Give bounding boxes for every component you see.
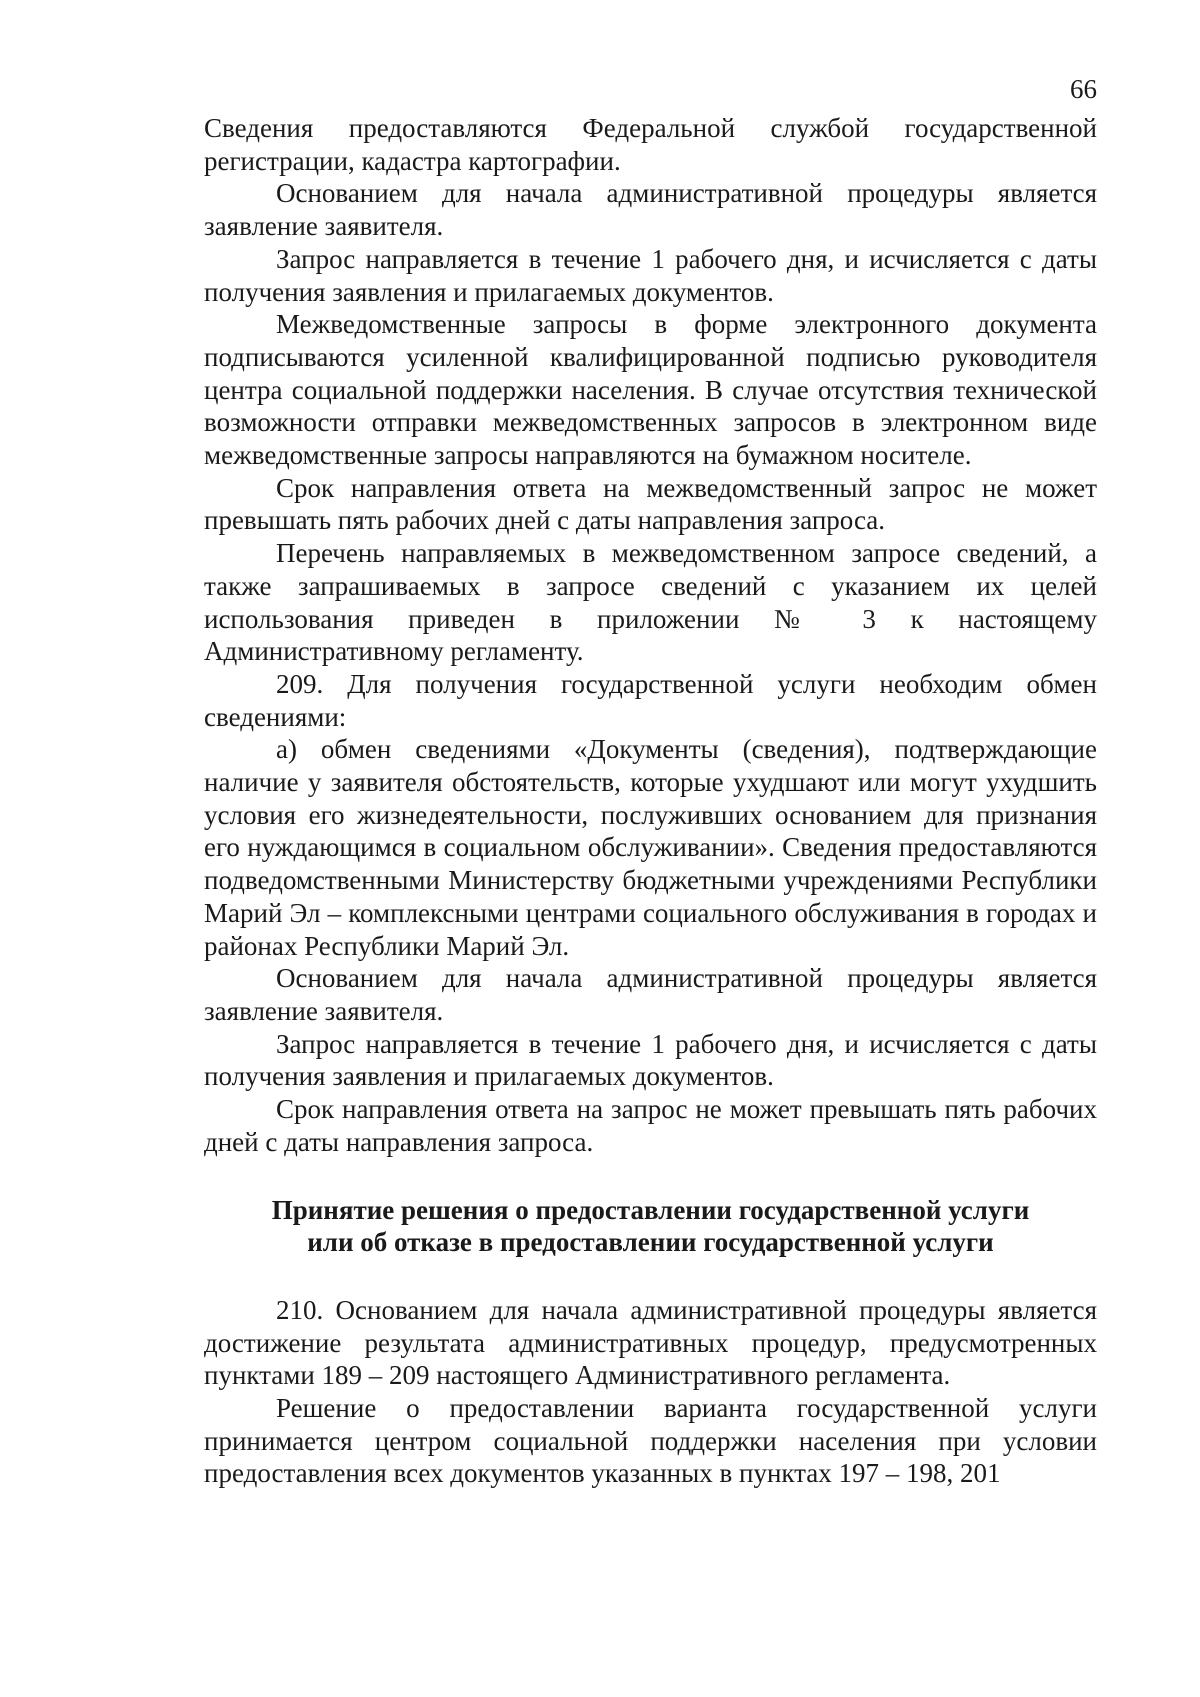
paragraph: Межведомственные запросы в форме электронного документа подписываются усиленной квалифицированной подписью руководителя центра социальной поддержки населения. В случае отсутствия технической возможности отправки межведомственных запросов в электронном виде межведомственные запросы направляются на бумажном носителе. bbox=[204, 309, 1097, 471]
paragraph: а) обмен сведениями «Документы (сведения), подтверждающие наличие у заявителя обстоятельств, которые ухудшают или могут ухудшить условия его жизнедеятельности, послуживших основанием для признания его нуждающимся в социальном обслуживании». Сведения предоставляются подведомственными Министерству бюджетными учреждениями Республики Марий Эл – комплексными центрами социального обслуживания в городах и районах Республики Марий Эл. bbox=[204, 734, 1097, 961]
section-heading-line: или об отказе в предоставлении государственной услуги bbox=[307, 1227, 994, 1258]
paragraph: 210. Основанием для начала административной процедуры является достижение результата административных процедур, предусмотренных пунктами 189 – 209 настоящего Административного регламента. bbox=[204, 1294, 1097, 1391]
paragraph: Запрос направляется в течение 1 рабочего дня, и исчисляется с даты получения заявления и прилагаемых документов. bbox=[204, 243, 1097, 307]
paragraph: Срок направления ответа на межведомственный запрос не может превышать пять рабочих дней с даты направления запроса. bbox=[204, 472, 1097, 536]
section-heading bbox=[204, 1194, 1097, 1259]
paragraph: Сведения предоставляются Федеральной службой государственной регистрации, кадастра картографии. bbox=[204, 113, 1097, 176]
paragraph: Основанием для начала административной процедуры является заявление заявителя. bbox=[204, 963, 1097, 1026]
paragraph: Решение о предоставлении варианта государственной услуги принимается центром социальной поддержки населения при условии предоставления всех документов указанных в пунктах 197 – 198, 201 bbox=[204, 1393, 1097, 1489]
paragraph: Перечень направляемых в межведомственном запросе сведений, а также запрашиваемых в запросе сведений с указанием их целей использования приведен в приложении № 3 к настоящему Административному регламенту. bbox=[204, 538, 1097, 667]
document-body bbox=[204, 112, 1097, 1490]
paragraph: Срок направления ответа на запрос не может превышать пять рабочих дней с даты направления запроса. bbox=[204, 1094, 1097, 1157]
paragraph: Запрос направляется в течение 1 рабочего дня, и исчисляется с даты получения заявления и прилагаемых документов. bbox=[204, 1028, 1097, 1092]
page-number: 66 bbox=[1070, 74, 1097, 104]
paragraph: 209. Для получения государственной услуги необходим обмен сведениями: bbox=[204, 668, 1097, 732]
paragraph: Основанием для начала административной процедуры является заявление заявителя. bbox=[204, 178, 1097, 242]
section-heading-line: Принятие решения о предоставлении государственной услуги bbox=[271, 1194, 1030, 1225]
